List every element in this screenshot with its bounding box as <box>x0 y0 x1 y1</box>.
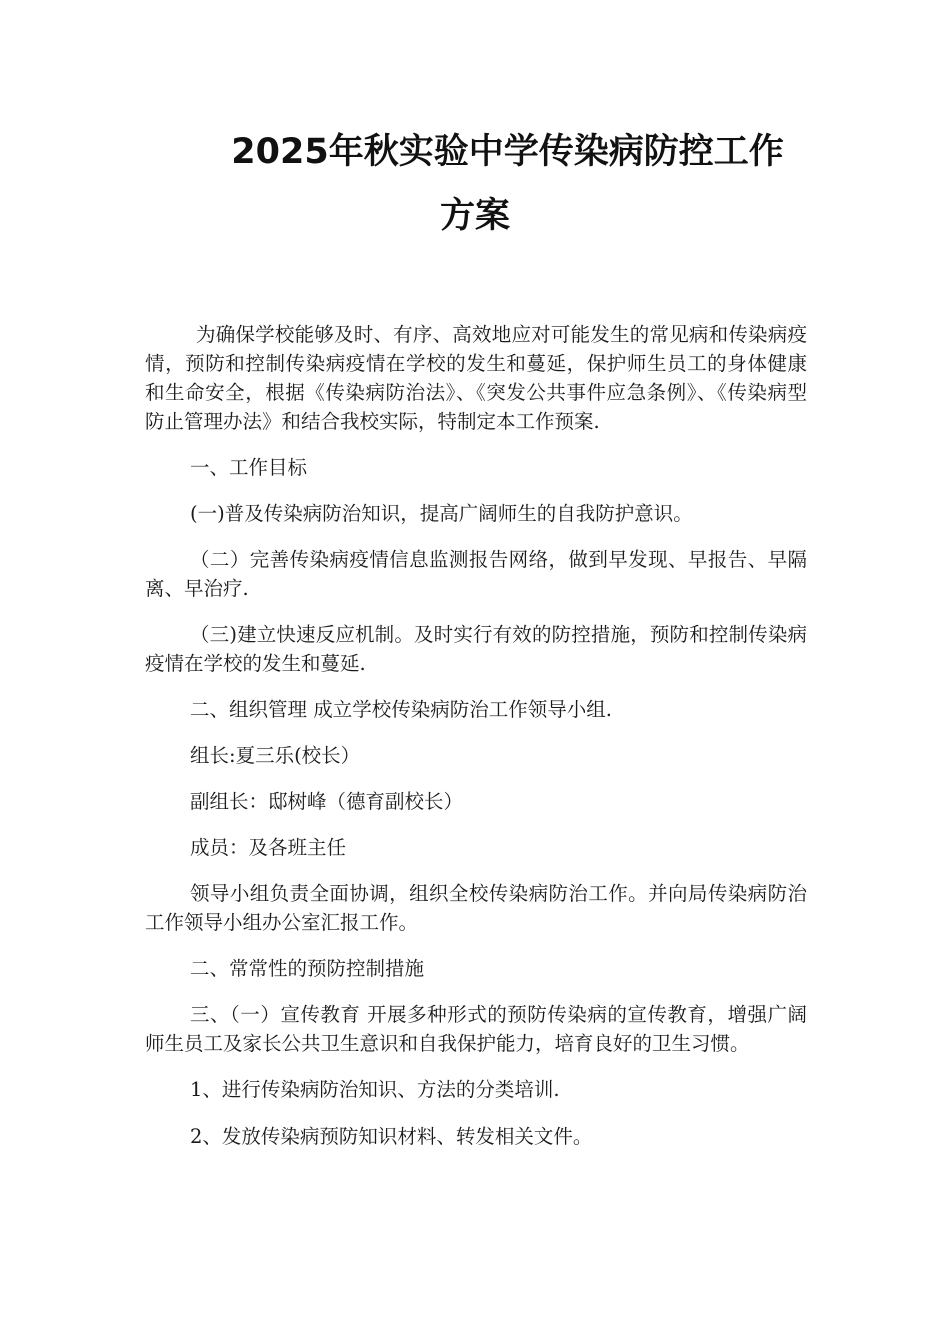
paragraph-deputy-leader: 副组长：邸树峰（德育副校长） <box>190 790 464 813</box>
paragraph-goal-1: (一)普及传染病防治知识，提高广阔师生的自我防护意识。 <box>190 502 693 525</box>
paragraph-members: 成员：及各班主任 <box>190 836 347 859</box>
paragraph-education: 三、（一）宣传教育 开展多种形式的预防传染病的宣传教育，增强广阔师生员工及家长公共卫生意识和自我保护能力，培育良好的卫生习惯。 <box>145 1003 807 1055</box>
heading-organization: 二、组织管理 成立学校传染病防治工作领导小组. <box>190 698 612 721</box>
title-line-2: 方案 <box>439 196 510 236</box>
document-title <box>145 120 805 248</box>
paragraph-goal-3: （三)建立快速反应机制。及时实行有效的防控措施，预防和控制传染病疫情在学校的发生和蔓延. <box>145 623 807 675</box>
list-item-2: 2、发放传染病预防知识材料、转发相关文件。 <box>190 1125 593 1148</box>
list-item-1: 1、进行传染病防治知识、方法的分类培训. <box>190 1078 560 1101</box>
document-body <box>145 320 807 1169</box>
paragraph-goal-2: （二）完善传染病疫情信息监测报告网络，做到早发现、早报告、早隔离、早治疗. <box>145 548 807 600</box>
paragraph-group-duty: 领导小组负责全面协调，组织全校传染病防治工作。并向局传染病防治工作领导小组办公室汇报工作。 <box>145 882 807 934</box>
heading-prevention-measures: 二、常常性的预防控制措施 <box>190 957 425 980</box>
paragraph-leader: 组长:夏三乐(校长） <box>190 744 361 767</box>
heading-work-goals: 一、工作目标 <box>190 456 308 479</box>
paragraph-intro: 为确保学校能够及时、有序、高效地应对可能发生的常见病和传染病疫情，预防和控制传染病疫情在学校的发生和蔓延，保护师生员工的身体健康和生命安全，根据《传染病防治法》、《突发公共事件应急条例》、《传染病型防止管理办法》和结合我校实际，特制定本工作预案. <box>145 323 807 433</box>
title-line-1: 2025年秋实验中学传染病防控工作 <box>231 132 784 172</box>
